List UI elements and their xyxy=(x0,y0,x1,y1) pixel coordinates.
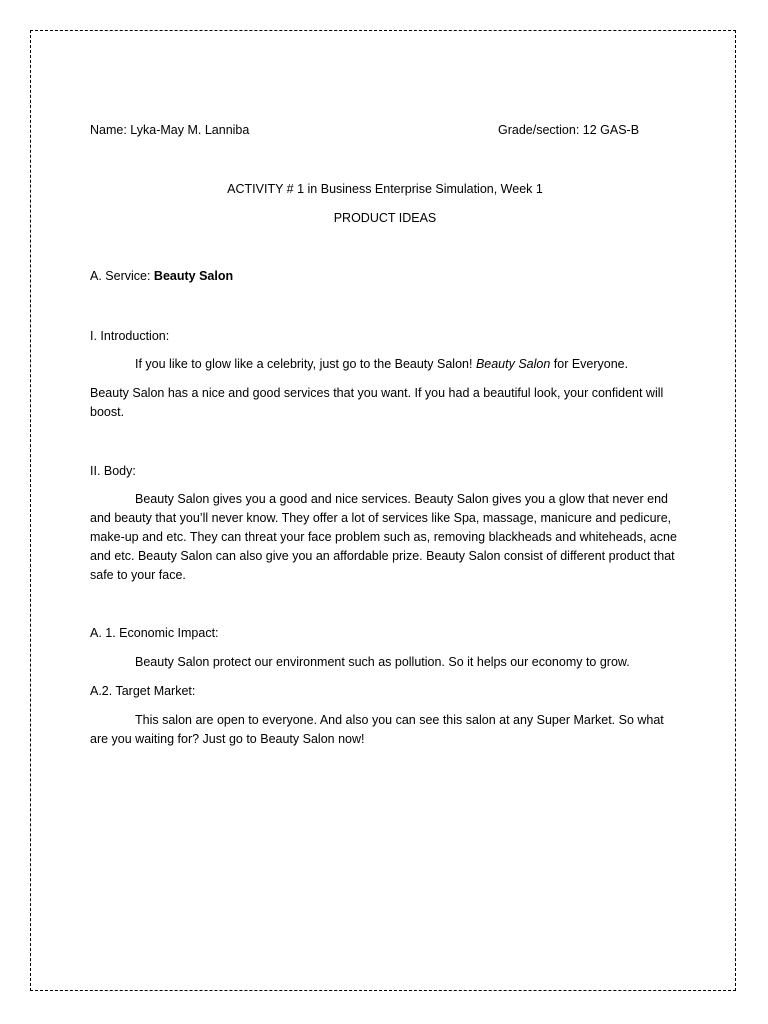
activity-title: ACTIVITY # 1 in Business Enterprise Simulation, Week 1 xyxy=(227,182,543,196)
service-label: A. Service: xyxy=(90,269,154,283)
grade-section: Grade/section: 12 GAS-B xyxy=(498,123,640,137)
introduction-paragraph-2: Beauty Salon has a nice and good services that you want. If you had a beautiful look, your confident will boost. xyxy=(90,386,664,419)
economic-impact-paragraph: Beauty Salon protect our environment such as pollution. So it helps our economy to grow. xyxy=(135,655,630,669)
intro-p1-italic: Beauty Salon xyxy=(475,357,551,371)
service-value: Beauty Salon xyxy=(153,269,234,283)
economic-impact-heading: A. 1. Economic Impact: xyxy=(90,626,219,640)
intro-p1-end: for Everyone. xyxy=(550,357,629,371)
service-line xyxy=(90,267,233,286)
introduction-heading: I. Introduction: xyxy=(90,329,170,343)
body-paragraph: Beauty Salon gives you a good and nice services. Beauty Salon gives you a glow that never end and beauty that you’ll never know. They offer a lot of services like Spa, massage, manicure and pedicure, make-up and etc. They can threat your face problem such as, removing blackheads and whiteheads, acne and etc. Beauty Salon can also give you an affordable prize. Beauty Salon consist of different product that safe to your face. xyxy=(90,492,677,582)
student-name: Name: Lyka-May M. Lanniba xyxy=(90,123,250,137)
target-market-heading: A.2. Target Market: xyxy=(90,684,196,698)
target-market-paragraph: This salon are open to everyone. And also you can see this salon at any Super Market. So what are you waiting for? Just go to Beauty Salon now! xyxy=(90,713,664,746)
introduction-paragraph-1 xyxy=(90,355,680,374)
product-ideas-title: PRODUCT IDEAS xyxy=(333,211,437,225)
body-heading: II. Body: xyxy=(90,464,136,478)
intro-p1-start: If you like to glow like a celebrity, just go to the Beauty Salon! xyxy=(135,357,476,371)
